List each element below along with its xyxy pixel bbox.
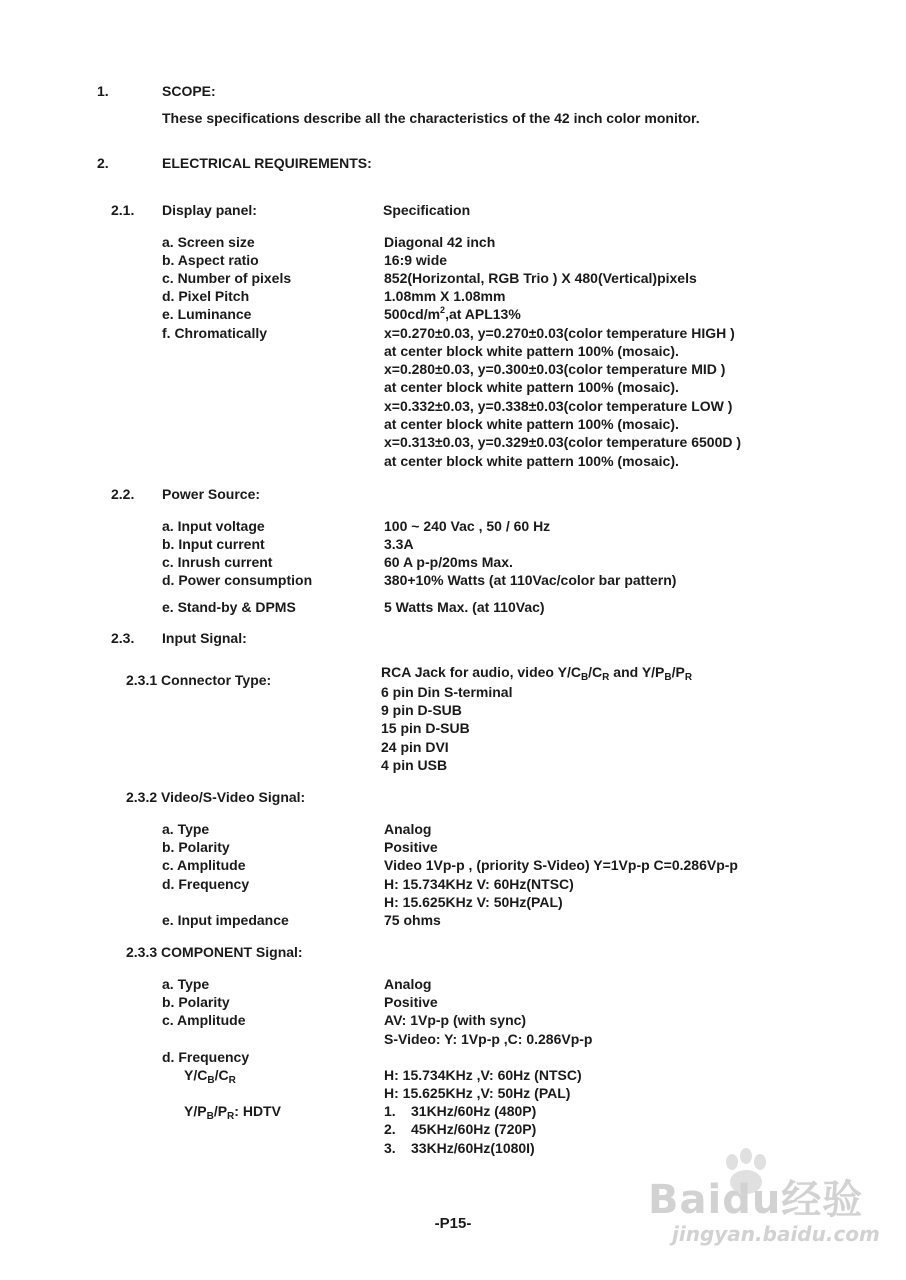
luminance-value: $500cd/m^2,at$ APL13% [384,305,521,322]
spec-value: Diagonal 42 inch [384,234,496,250]
page-number: -P15- [434,1215,472,1232]
hdtv-number: 2. [384,1121,396,1137]
chroma-line: x=0.280±0.03, y=0.300±0.03(color temperature MID ) [384,361,726,377]
connector-line: 15 pin D-SUB [381,720,470,736]
video-label: c. Amplitude [162,857,246,873]
video-value: Video 1Vp-p , (priority S-Video) Y=1Vp-p C=0.286Vp-p [384,857,738,873]
spec-label: c. Number of pixels [162,270,292,286]
component-frequency-label: d. Frequency [162,1049,250,1065]
video-value: 75 ohms [384,912,441,928]
specification-header: Specification [383,202,471,218]
chroma-line: at center block white pattern 100% (mosaic). [384,379,679,395]
power-value: 3.3A [384,536,414,552]
power-label: b. Input current [162,536,265,552]
spec-label: d. Pixel Pitch [162,288,250,304]
power-value: 380+10% Watts (at 110Vac/color bar pattern) [384,572,677,588]
section-2-3-3-title: 2.3.3 COMPONENT Signal: [126,944,303,960]
hdtv-number: 3. [384,1140,396,1156]
video-label: e. Input impedance [162,912,289,928]
section-2-title: ELECTRICAL REQUIREMENTS: [162,155,372,171]
spec-value: 1.08mm X 1.08mm [384,288,506,304]
connector-line: 24 pin DVI [381,739,449,755]
section-2-3-2-title: 2.3.2 Video/S-Video Signal: [126,789,306,805]
ycbcr-value: H: 15.734KHz ,V: 60Hz (NTSC) [384,1067,582,1083]
power-label: d. Power consumption [162,572,313,588]
video-value: H: 15.734KHz V: 60Hz(NTSC) [384,876,574,892]
component-label: c. Amplitude [162,1012,246,1028]
power-value: 5 Watts Max. (at 110Vac) [384,599,545,615]
spec-label: e. Luminance [162,306,252,322]
power-label: a. Input voltage [162,518,265,534]
video-label: a. Type [162,821,210,837]
component-label: a. Type [162,976,210,992]
video-value: Positive [384,839,438,855]
video-value: Analog [384,821,432,837]
component-value: AV: 1Vp-p (with sync) [384,1012,527,1028]
ycbcr-value: H: 15.625KHz ,V: 50Hz (PAL) [384,1085,571,1101]
component-label: b. Polarity [162,994,230,1010]
spec-label: b. Aspect ratio [162,252,259,268]
section-1-title: SCOPE: [162,83,216,99]
power-value: 60 A p-p/20ms Max. [384,554,513,570]
power-value: 100 ~ 240 Vac , 50 / 60 Hz [384,518,551,534]
ypbpr-label: $Y/P_B/P_R$: HDTV [184,1103,281,1122]
connector-line: 6 pin Din S-terminal [381,684,513,700]
section-2-2-title: Power Source: [162,486,261,502]
section-2-3-title: Input Signal: [162,630,247,646]
chroma-line: at center block white pattern 100% (mosaic). [384,416,679,432]
hdtv-number: 1. [384,1103,396,1119]
chroma-line: x=0.270±0.03, y=0.270±0.03(color temperature HIGH ) [384,325,735,341]
section-2-2-number: 2.2. [111,486,135,502]
section-2-1-number: 2.1. [111,202,135,218]
section-2-number: 2. [97,155,109,171]
section-2-1-title: Display panel: [162,202,257,218]
video-label: d. Frequency [162,876,250,892]
rca-jack-line: RCA Jack for audio, video $Y/C_B/C_R$ and $Y/P_B/P_R$ [381,664,693,683]
spec-value: 852(Horizontal, RGB Trio ) X 480(Vertical)pixels [384,270,697,286]
chroma-line: at center block white pattern 100% (mosaic). [384,343,679,359]
power-label: c. Inrush current [162,554,273,570]
component-value: S-Video: Y: 1Vp-p ,C: 0.286Vp-p [384,1031,593,1047]
spec-label: f. Chromatically [162,325,268,341]
video-value: H: 15.625KHz V: 50Hz(PAL) [384,894,563,910]
spec-label: a. Screen size [162,234,255,250]
power-label: e. Stand-by & DPMS [162,599,296,615]
chroma-line: at center block white pattern 100% (mosaic). [384,453,679,469]
hdtv-value: 45KHz/60Hz (720P) [411,1121,537,1137]
hdtv-value: 31KHz/60Hz (480P) [411,1103,537,1119]
video-label: b. Polarity [162,839,230,855]
scope-text: These specifications describe all the characteristics of the 42 inch color monitor. [162,110,700,126]
chroma-line: x=0.313±0.03, y=0.329±0.03(color temperature 6500D ) [384,434,742,450]
connector-line: 4 pin USB [381,757,448,773]
spec-value: 16:9 wide [384,252,448,268]
section-2-3-number: 2.3. [111,630,135,646]
watermark-url: jingyan.baidu.com [672,1222,880,1246]
section-1-number: 1. [97,83,109,99]
ycbcr-label: $Y/C_B/C_R$ [184,1067,236,1086]
chroma-line: x=0.332±0.03, y=0.338±0.03(color temperature LOW ) [384,398,733,414]
connector-line: 9 pin D-SUB [381,702,462,718]
watermark-logo: Baidu经验 [648,1177,864,1223]
component-value: Positive [384,994,438,1010]
component-value: Analog [384,976,432,992]
section-2-3-1-title: 2.3.1 Connector Type: [126,672,272,688]
hdtv-value: 33KHz/60Hz(1080I) [411,1140,535,1156]
